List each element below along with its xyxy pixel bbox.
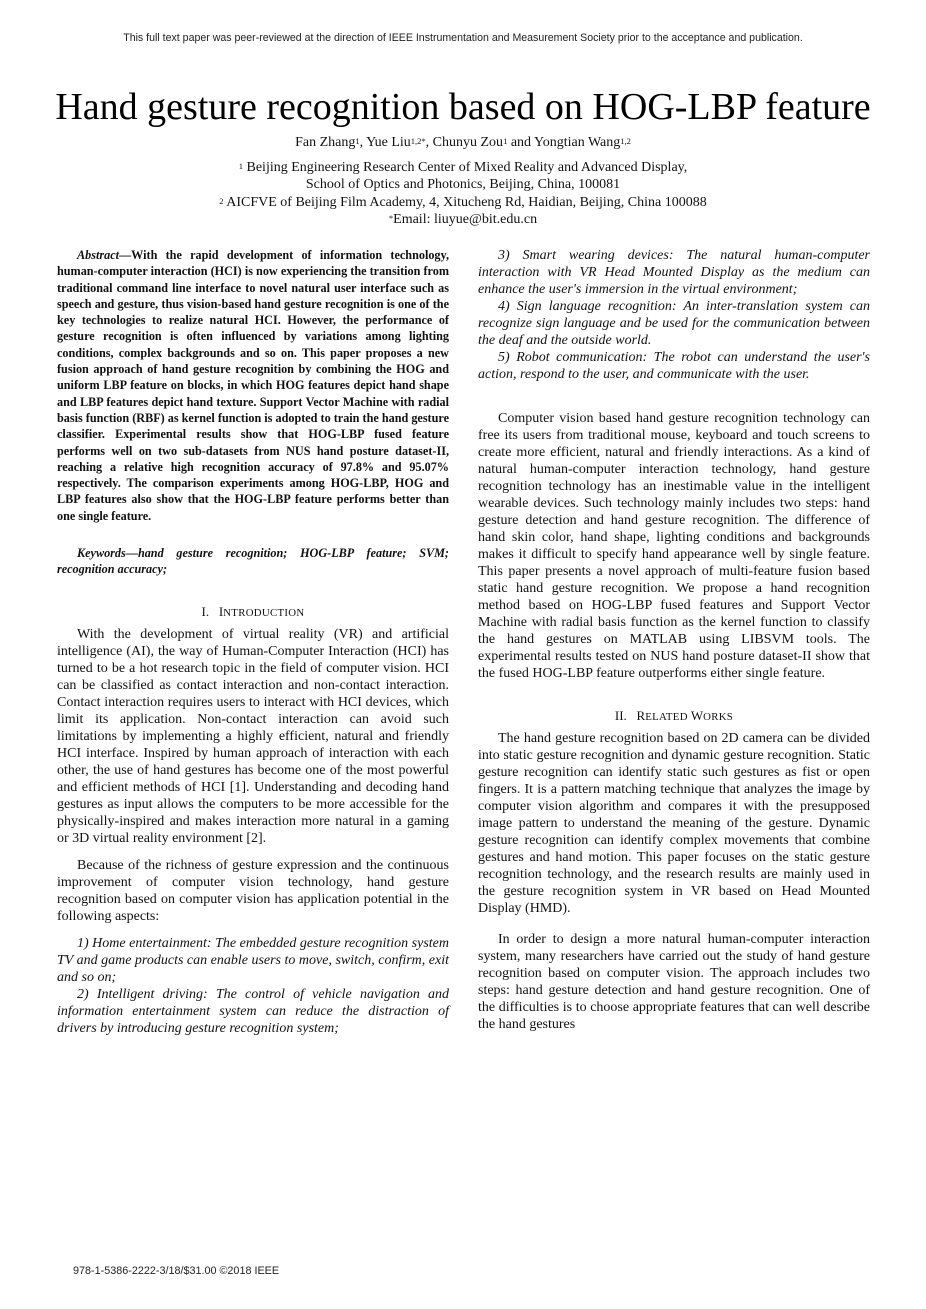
section-heading-related-works: II. RELATED WORKS bbox=[614, 708, 734, 723]
author-name: Chunyu Zou bbox=[432, 135, 504, 150]
abstract-label: Abstract bbox=[77, 248, 119, 262]
affiliation-1-line-2: School of Optics and Photonics, Beijing, China, 100081 bbox=[305, 177, 621, 192]
affiliation-2: $^2$ AICFVE of Beijing Film Academy, 4, Xitucheng Rd, Haidian, Beijing, China 100088 bbox=[219, 195, 707, 210]
intro-paragraph-3: Computer vision based hand gesture recognition technology can free its users from traditional mouse, keyboard and touch screens to create more efficient, natural and friendly interactions. As a kind of natural human-computer interaction technology, hand gesture recognition technology has an inestimable value in the intelligent wearable devices. Such technology mainly includes two steps: hand gesture detection and hand gesture recognition. The difference of hand skin color, hand shape, lighting conditions and backgrounds makes it difficult to specify hand appearance well by single feature. This paper presents a novel approach of multi-feature fusion based static hand gesture recognition. We propose a hand recognition method based on HOG-LBP fused features and Support Vector Machine with radial basis function as the kernel function to classify the hand gestures on MATLAB using LIBSVM tools. The experimental results tested on NUS hand posture dataset-II show that the fused HOG-LBP feature outperforms either single feature. bbox=[478, 411, 870, 681]
author-name: Fan Zhang bbox=[295, 135, 356, 150]
abstract-text: With the rapid development of information technology, human-computer interaction (HCI) is now experiencing the transition from traditional command line interface to novel natural user interface such as speech and gesture, thus vision-based hand gesture recognition is one of the key technologies to realize natural HCI. However, the performance of gesture recognition is often influenced by variations among lighting conditions, complex backgrounds and so on. This paper proposes a new fusion approach of hand gesture recognition by combining the HOG and uniform LBP feature on blocks, in which HOG features depict hand shape and LBP features depict hand texture. Support Vector Machine with radial basis function (RBF) as kernel function is adopted to train the hand gesture classifier. Experimental results show that HOG-LBP fused feature performs well on two sub-datasets from NUS hand posture dataset-II, reaching a relative high recognition accuracy of 97.8% and 95.07% respectively. The comparison experiments among HOG-LBP, HOG and LBP features also show that the HOG-LBP feature performs better than one single feature. bbox=[57, 248, 449, 523]
author-name: Yongtian Wang bbox=[534, 135, 621, 150]
peer-review-notice: This full text paper was peer-reviewed at the direction of IEEE Instrumentation and Measurement Society prior to the acceptance and publication. bbox=[123, 32, 803, 44]
right-column bbox=[478, 247, 870, 1033]
affiliation-1-line-1: $^1$ Beijing Engineering Research Center of Mixed Reality and Advanced Display, bbox=[238, 160, 688, 175]
keywords-label: Keywords bbox=[77, 546, 126, 561]
abstract-paragraph: Abstract—With the rapid development of information technology, human-computer interaction (HCI) is now experiencing the transition from traditional command line interface to novel natural user interface such as speech and gesture, thus vision-based hand gesture recognition is one of the key technologies to realize natural HCI. However, the performance of gesture recognition is often influenced by variations among lighting conditions, complex backgrounds and so on. This paper proposes a new fusion approach of hand gesture recognition by combining the HOG and uniform LBP feature on blocks, in which HOG features depict hand shape and LBP features depict hand texture. Support Vector Machine with radial basis function (RBF) as kernel function is adopted to train the hand gesture classifier. Experimental results show that HOG-LBP fused feature performs well on two sub-datasets from NUS hand posture dataset-II, reaching a relative high recognition accuracy of 97.8% and 95.07% respectively. The comparison experiments among HOG-LBP, HOG and LBP features also show that the HOG-LBP feature performs better than one single feature. bbox=[57, 248, 449, 523]
related-works-paragraph-2: In order to design a more natural human-computer interaction system, many researchers have carried out the study of hand gesture recognition based on computer vision. The approach includes two steps: hand gesture detection and hand gesture recognition. One of the difficulties is to choose appropriate features that can well describe the hand gestures bbox=[478, 932, 870, 1032]
affiliation-mark: 1 bbox=[238, 161, 243, 171]
intro-paragraph-1: With the development of virtual reality (VR) and artificial intelligence (AI), the way of Human-Computer Interaction (HCI) has turned to be a hot research topic in the field of computer vision. HCI can be classified as contact interaction and non-contact interaction. Contact interaction requires users to interact with HCI devices, which limit its application. Non-contact interaction can avoid such limitations by implementing a highly efficient, natural and friendly HCI interface. Inspired by human approach of interaction with each other, the use of hand gestures has become one of the most powerful and efficient methods of HCI [1]. Understanding and decoding hand gestures as input allows the computers to be more accessible for the physically-inspired and makes interaction more natural in a gaming or 3D virtual reality environment [2]. bbox=[57, 626, 449, 846]
author-name: Yue Liu bbox=[366, 135, 411, 150]
corresponding-email: *Email: liuyue@bit.edu.cn bbox=[388, 212, 538, 227]
author-affiliation-mark: 1 bbox=[355, 136, 360, 146]
email-mark: * bbox=[388, 213, 394, 223]
author-affiliation-mark: 1,2 bbox=[620, 136, 631, 146]
paper-title: Hand gesture recognition based on HOG-LBP feature bbox=[55, 86, 871, 128]
intro-paragraph-2: Because of the richness of gesture expression and the continuous improvement of computer vision technology, hand gesture recognition based on computer vision has application potential in the following aspects: bbox=[57, 857, 449, 924]
section-heading-introduction: I. INTRODUCTION bbox=[201, 603, 305, 619]
author-affiliation-mark: 1 bbox=[503, 136, 508, 146]
application-item: 5) Robot communication: The robot can understand the user's action, respond to the user, and communicate with the user. bbox=[478, 350, 870, 382]
affiliation-mark: 2 bbox=[219, 196, 224, 206]
author-affiliation-mark: 1,2* bbox=[410, 136, 426, 146]
application-item: 3) Smart wearing devices: The natural human-computer interaction with VR Head Mounted Display as the medium can enhance the user's immersion in the virtual environment; bbox=[478, 248, 870, 297]
author-list: Fan Zhang$^1$, Yue Liu$^{1,2*}$, Chunyu Zou$^1$ and Yongtian Wang$^{1,2}$ bbox=[295, 135, 631, 150]
application-item: 4) Sign language recognition: An inter-translation system can recognize sign language and be used for the communication between the deaf and the outside world. bbox=[478, 299, 870, 348]
application-item: 2) Intelligent driving: The control of vehicle navigation and information entertainment system can reduce the distraction of drivers by introducing gesture recognition system; bbox=[57, 986, 449, 1036]
keywords-text: hand gesture recognition; HOG-LBP feature; SVM; recognition accuracy; bbox=[57, 546, 449, 577]
application-item: 1) Home entertainment: The embedded gesture recognition system TV and game products can enable users to move, switch, confirm, exit and so on; bbox=[57, 935, 449, 985]
keywords-paragraph: Keywords—hand gesture recognition; HOG-LBP feature; SVM; recognition accuracy; bbox=[57, 546, 449, 577]
copyright-footer: 978-1-5386-2222-3/18/$31.00 ©2018 IEEE bbox=[73, 1265, 280, 1277]
related-works-paragraph-1: The hand gesture recognition based on 2D camera can be divided into static gesture recognition and dynamic gesture recognition. Static gesture recognition can identify static such gestures as fist or open fingers. It is a pattern matching technique that analyzes the image by computer vision algorithm and compares it with the presupposed image pattern to understand the meaning of the gesture. Dynamic gesture recognition can identify complex movements that combine gestures and hand motion. This paper focuses on the static gesture recognition technology, and the research results are mainly used in the gesture recognition system in VR based on Head Mounted Display (HMD). bbox=[478, 731, 870, 916]
left-column bbox=[57, 247, 449, 1037]
